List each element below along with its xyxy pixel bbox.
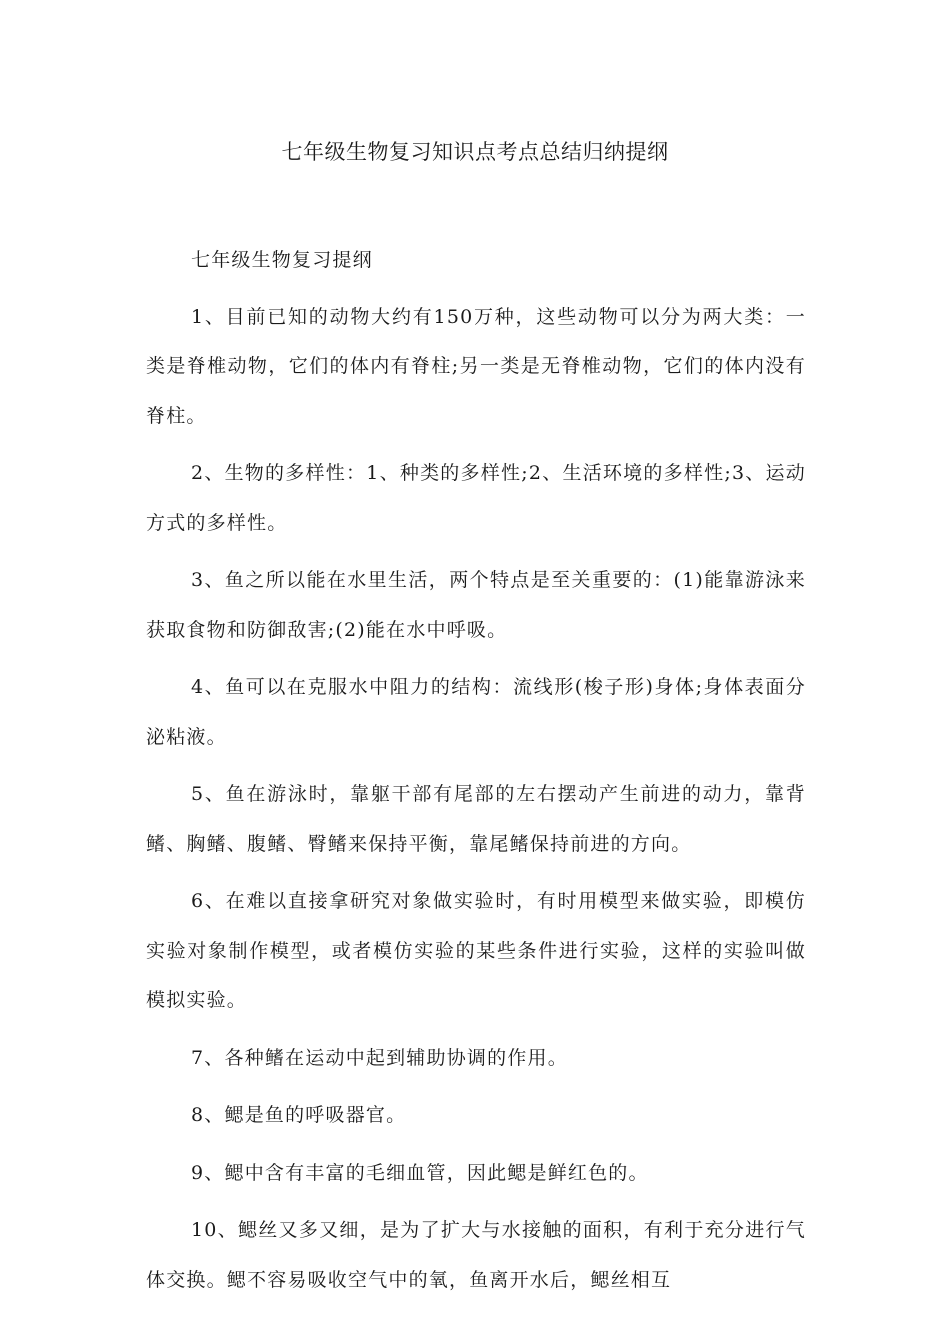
paragraph-3: 3、鱼之所以能在水里生活，两个特点是至关重要的：(1)能靠游泳来获取食物和防御敌害;(2)能在水中呼吸。 bbox=[146, 569, 806, 641]
paragraph-5: 5、鱼在游泳时，靠躯干部有尾部的左右摆动产生前进的动力，靠背鳍、胸鳍、腹鳍、臀鳍来保持平衡，靠尾鳍保持前进的方向。 bbox=[146, 783, 806, 855]
paragraph-1: 1、目前已知的动物大约有150万种，这些动物可以分为两大类：一类是脊椎动物，它们的体内有脊柱;另一类是无脊椎动物，它们的体内没有脊柱。 bbox=[146, 305, 806, 427]
section-heading: 七年级生物复习提纲 bbox=[191, 249, 373, 271]
paragraph-6: 6、在难以直接拿研究对象做实验时，有时用模型来做实验，即模仿实验对象制作模型，或者模仿实验的某些条件进行实验，这样的实验叫做模拟实验。 bbox=[146, 890, 806, 1011]
document-body bbox=[146, 236, 806, 1313]
paragraph-9: 9、鳃中含有丰富的毛细血管，因此鳃是鲜红色的。 bbox=[191, 1161, 649, 1184]
paragraph-10: 10、鳃丝又多又细，是为了扩大与水接触的面积，有利于充分进行气体交换。鳃不容易吸收空气中的氧，鱼离开水后，鳃丝相互 bbox=[146, 1219, 806, 1291]
paragraph-7: 7、各种鳍在运动中起到辅助协调的作用。 bbox=[191, 1046, 568, 1069]
document-title: 七年级生物复习知识点考点总结归纳提纲 bbox=[281, 140, 669, 164]
paragraph-2: 2、生物的多样性：1、种类的多样性;2、生活环境的多样性;3、运动方式的多样性。 bbox=[146, 462, 806, 534]
paragraph-8: 8、鳃是鱼的呼吸器官。 bbox=[191, 1104, 407, 1126]
paragraph-4: 4、鱼可以在克服水中阻力的结构：流线形(梭子形)身体;身体表面分泌粘液。 bbox=[146, 676, 806, 748]
